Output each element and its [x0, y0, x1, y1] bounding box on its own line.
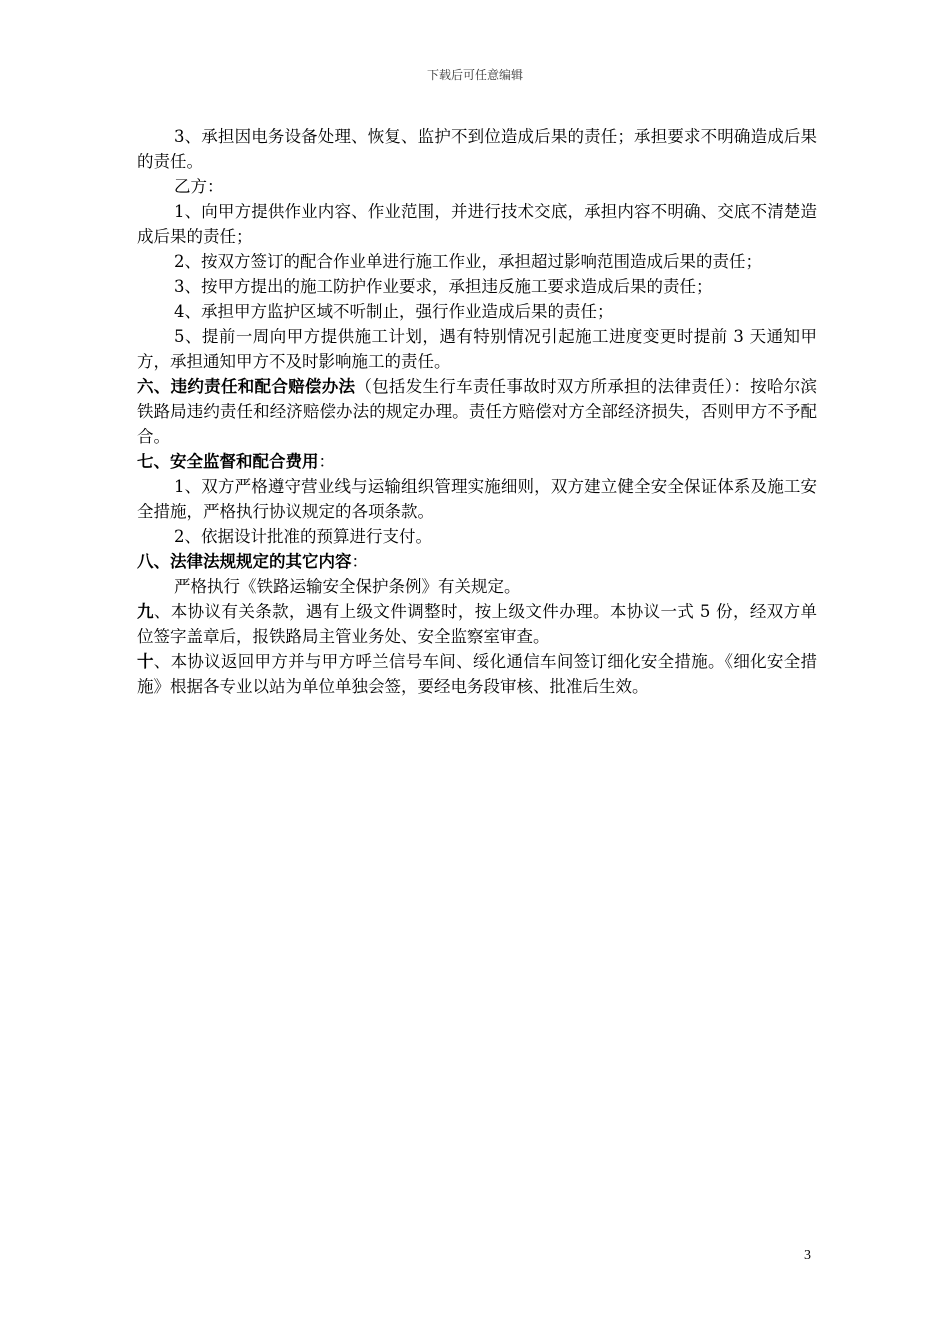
section-text: 、本协议有关条款，遇有上级文件调整时，按上级文件办理。本协议一式 5 份，经双方单位签字盖章后，报铁路局主管业务处、安全监察室审查。 [137, 602, 817, 646]
paragraph: 2、按双方签订的配合作业单进行施工作业，承担超过影响范围造成后果的责任； [174, 252, 762, 271]
page-number: 3 [804, 1248, 811, 1263]
section-heading: 八、法律法规规定的其它内容 [137, 552, 352, 571]
section-paragraph [137, 599, 817, 649]
section-paragraph [137, 374, 817, 449]
page-header: 下载后可任意编辑 [426, 68, 523, 82]
section-paragraph [137, 449, 817, 474]
section-heading: 六、违约责任和配合赔偿办法 [137, 377, 356, 396]
heading-colon: ： [318, 452, 335, 471]
paragraph: 1、双方严格遵守营业线与运输组织管理实施细则，双方建立健全安全保证体系及施工安全措施，严格执行协议规定的各项条款。 [137, 477, 817, 521]
section-text: 、本协议返回甲方并与甲方呼兰信号车间、绥化通信车间签订细化安全措施。《细化安全措施》根据各专业以站为单位单独会签，要经电务段审核、批准后生效。 [137, 652, 818, 696]
section-paragraph [137, 549, 817, 574]
section-text: （包括发生行车责任事故时双方所承担的法律责任）：按哈尔滨铁路局违约责任和经济赔偿办法的规定办理。责任方赔偿对方全部经济损失，否则甲方不予配合。 [137, 377, 818, 446]
paragraph: 5、提前一周向甲方提供施工计划，遇有特别情况引起施工进度变更时提前 3 天通知甲方，承担通知甲方不及时影响施工的责任。 [137, 327, 817, 371]
paragraph: 2、依据设计批准的预算进行支付。 [174, 527, 432, 546]
paragraph: 4、承担甲方监护区域不听制止，强行作业造成后果的责任； [174, 302, 614, 321]
section-paragraph [137, 649, 817, 699]
paragraph: 1、向甲方提供作业内容、作业范围，并进行技术交底，承担内容不明确、交底不清楚造成后果的责任； [137, 202, 817, 246]
section-heading: 十 [137, 652, 154, 671]
document-body [137, 124, 817, 699]
section-heading: 九 [137, 602, 154, 621]
section-heading: 七、安全监督和配合费用 [137, 452, 319, 471]
paragraph: 乙方： [174, 177, 224, 196]
heading-colon: ： [351, 552, 368, 571]
paragraph: 3、承担因电务设备处理、恢复、监护不到位造成后果的责任；承担要求不明确造成后果的责任。 [137, 127, 817, 171]
paragraph: 3、按甲方提出的施工防护作业要求，承担违反施工要求造成后果的责任； [174, 277, 713, 296]
paragraph: 严格执行《铁路运输安全保护条例》有关规定。 [174, 577, 521, 596]
